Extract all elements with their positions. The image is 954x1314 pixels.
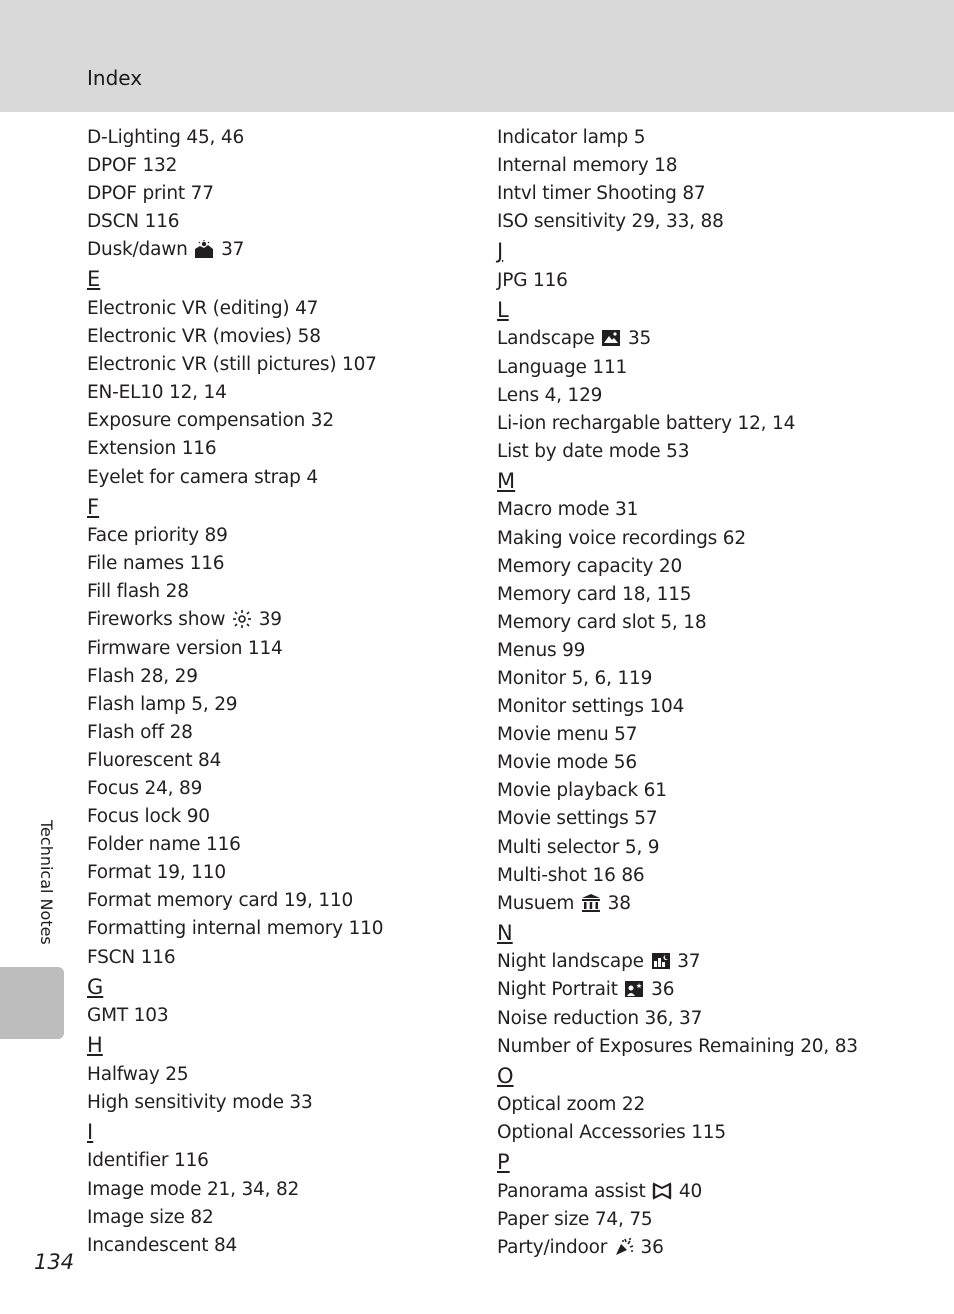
entry-text: High sensitivity mode 33: [87, 1091, 313, 1113]
entry-text: Memory card 18, 115: [497, 583, 692, 605]
index-entry-dusk-dawn: [87, 236, 527, 264]
index-letter-n: N: [497, 920, 513, 945]
entry-text: Image mode 21, 34, 82: [87, 1178, 300, 1200]
index-entry-macro-mode-31: [497, 496, 947, 524]
entry-text: Identifier 116: [87, 1150, 209, 1172]
entry-text: Folder name 116: [87, 834, 241, 856]
index-entry-face-priority-89: [87, 522, 527, 550]
entry-text: Flash 28, 29: [87, 665, 198, 687]
entry-text: Intvl timer Shooting 87: [497, 183, 706, 205]
index-entry-party-indoor: [497, 1234, 947, 1262]
index-entry-firmware-version-114: [87, 635, 527, 663]
index-letter-l: L: [497, 297, 509, 322]
index-entry-movie-playback-61: [497, 777, 947, 805]
entry-text: EN-EL10 12, 14: [87, 382, 227, 404]
entry-text: Noise reduction 36, 37: [497, 1007, 703, 1029]
index-entry-exposure-compensation-32: [87, 407, 527, 435]
index-entry-extension-116: [87, 435, 527, 463]
index-entry-fill-flash-28: [87, 578, 527, 606]
entry-text: Focus lock 90: [87, 806, 210, 828]
index-entry-number-of-exposures-remaining-20-83: [497, 1033, 947, 1061]
entry-text: Fill flash 28: [87, 581, 189, 603]
index-entry-iso-sensitivity-29-33-88: [497, 208, 947, 236]
index-entry-image-size-82: [87, 1204, 527, 1232]
entry-text: Flash lamp 5, 29: [87, 693, 238, 715]
index-entry-folder-name-116: [87, 831, 527, 859]
party-indoor-icon: [614, 1238, 634, 1256]
index-entry-halfway-25: [87, 1061, 527, 1089]
entry-text: Movie mode 56: [497, 752, 637, 774]
index-entry-incandescent-84: [87, 1232, 527, 1260]
index-entry-musuem: [497, 890, 947, 918]
entry-text: Multi selector 5, 9: [497, 836, 660, 858]
index-entry-jpg-116: [497, 267, 947, 295]
index-entry-multi-selector-5-9: [497, 834, 947, 862]
entry-text: Format memory card 19, 110: [87, 890, 354, 912]
index-letter-o: O: [497, 1063, 514, 1088]
index-entry-focus-24-89: [87, 775, 527, 803]
entry-text: Optical zoom 22: [497, 1094, 646, 1116]
index-entry-dpof-132: [87, 152, 527, 180]
page-header: [0, 0, 954, 112]
entry-text: Firmware version 114: [87, 637, 283, 659]
entry-text: Halfway 25: [87, 1063, 189, 1085]
entry-text: Memory card slot 5, 18: [497, 611, 707, 633]
entry-text: List by date mode 53: [497, 440, 690, 462]
entry-text: DSCN 116: [87, 211, 180, 233]
side-section-label: [28, 820, 58, 960]
index-entry-identifier-116: [87, 1147, 527, 1175]
entry-text: Panorama assist: [497, 1180, 646, 1202]
entry-text: DPOF print 77: [87, 183, 214, 205]
index-entry-memory-card-slot-5-18: [497, 609, 947, 637]
entry-text: Exposure compensation 32: [87, 410, 334, 432]
index-entry-memory-card-18-115: [497, 581, 947, 609]
index-entry-electronic-vr-still-pictures-107: [87, 351, 527, 379]
entry-text: Fireworks show: [87, 609, 226, 631]
index-letter-j: J: [497, 239, 504, 264]
index-entry-flash-28-29: [87, 663, 527, 691]
index-column-left: [87, 124, 527, 1260]
entry-page-ref: 38: [607, 892, 631, 914]
index-entry-gmt-103: [87, 1002, 527, 1030]
index-entry-dscn-116: [87, 208, 527, 236]
entry-page-ref: 36: [640, 1237, 664, 1259]
index-column-right: [497, 124, 947, 1262]
museum-icon: [581, 894, 601, 912]
index-letter-i: I: [87, 1119, 94, 1144]
entry-text: GMT 103: [87, 1005, 169, 1027]
page-number: 134: [34, 1250, 75, 1274]
entry-page-ref: 39: [258, 609, 282, 631]
section-tab: [0, 967, 64, 1039]
index-letter-m: M: [497, 468, 516, 493]
entry-page-ref: 36: [651, 979, 675, 1001]
index-entry-d-lighting-45-46: [87, 124, 527, 152]
entry-text: File names 116: [87, 553, 225, 575]
index-entry-movie-settings-57: [497, 805, 947, 833]
entry-text: Language 111: [497, 356, 628, 378]
index-entry-movie-menu-57: [497, 721, 947, 749]
index-entry-image-mode-21-34-82: [87, 1176, 527, 1204]
index-entry-lens-4-129: [497, 382, 947, 410]
entry-text: Night landscape: [497, 951, 644, 973]
entry-text: Party/indoor: [497, 1237, 608, 1259]
index-entry-night-portrait: [497, 976, 947, 1004]
entry-text: Face priority 89: [87, 525, 228, 547]
index-entry-electronic-vr-movies-58: [87, 323, 527, 351]
entry-page-ref: 37: [677, 951, 701, 973]
index-letter-h: H: [87, 1033, 103, 1058]
index-entry-language-111: [497, 354, 947, 382]
entry-text: Monitor settings 104: [497, 696, 685, 718]
entry-text: Electronic VR (movies) 58: [87, 326, 321, 348]
index-entry-li-ion-rechargable-battery-12-14: [497, 410, 947, 438]
index-letter-f: F: [87, 494, 100, 519]
index-entry-list-by-date-mode-53: [497, 438, 947, 466]
entry-text: ISO sensitivity 29, 33, 88: [497, 211, 724, 233]
index-entry-fscn-116: [87, 944, 527, 972]
index-entry-night-landscape: [497, 948, 947, 976]
index-entry-en-el10-12-14: [87, 379, 527, 407]
entry-text: Movie playback 61: [497, 780, 667, 802]
index-entry-paper-size-74-75: [497, 1206, 947, 1234]
entry-text: Format 19, 110: [87, 862, 226, 884]
index-entry-file-names-116: [87, 550, 527, 578]
entry-text: Focus 24, 89: [87, 777, 203, 799]
dusk-dawn-icon: [194, 240, 214, 258]
entry-text: DPOF 132: [87, 155, 178, 177]
entry-text: Extension 116: [87, 438, 217, 460]
entry-text: Multi-shot 16 86: [497, 864, 645, 886]
entry-text: Memory capacity 20: [497, 555, 683, 577]
index-entry-format-memory-card-19-110: [87, 887, 527, 915]
index-entry-optical-zoom-22: [497, 1091, 947, 1119]
entry-text: Internal memory 18: [497, 155, 678, 177]
index-letter-e: E: [87, 267, 101, 292]
index-entry-focus-lock-90: [87, 803, 527, 831]
entry-text: Movie menu 57: [497, 724, 638, 746]
fireworks-icon: [232, 610, 252, 628]
entry-text: Fluorescent 84: [87, 749, 222, 771]
entry-page-ref: 40: [678, 1180, 703, 1202]
index-entry-eyelet-for-camera-strap-4: [87, 464, 527, 492]
entry-text: Menus 99: [497, 639, 586, 661]
entry-page-ref: 37: [221, 239, 245, 261]
entry-text: Making voice recordings 62: [497, 527, 746, 549]
entry-page-ref: 35: [627, 328, 652, 350]
entry-text: Macro mode 31: [497, 499, 639, 521]
entry-text: Musuem: [497, 892, 575, 914]
index-letter-p: P: [497, 1150, 510, 1175]
entry-text: D-Lighting 45, 46: [87, 127, 245, 148]
night-portrait-icon: [624, 980, 644, 998]
panorama-assist-icon: [652, 1182, 672, 1200]
index-entry-internal-memory-18: [497, 152, 947, 180]
entry-text: Image size 82: [87, 1206, 214, 1228]
index-entry-panorama-assist: [497, 1178, 947, 1206]
entry-text: Incandescent 84: [87, 1234, 238, 1256]
index-entry-flash-lamp-5-29: [87, 691, 527, 719]
index-entry-menus-99: [497, 637, 947, 665]
index-entry-formatting-internal-memory-110: [87, 915, 527, 943]
entry-text: Eyelet for camera strap 4: [87, 466, 318, 488]
index-entry-monitor-5-6-119: [497, 665, 947, 693]
entry-text: Lens 4, 129: [497, 384, 603, 406]
entry-text: Flash off 28: [87, 721, 193, 743]
entry-text: Formatting internal memory 110: [87, 918, 384, 940]
entry-text: JPG 116: [497, 269, 568, 291]
index-entry-intvl-timer-shooting-87: [497, 180, 947, 208]
side-label-text: Technical Notes: [37, 820, 56, 945]
index-entry-high-sensitivity-mode-33: [87, 1089, 527, 1117]
index-entry-format-19-110: [87, 859, 527, 887]
entry-text: Monitor 5, 6, 119: [497, 668, 653, 689]
index-entry-making-voice-recordings-62: [497, 525, 947, 553]
index-entry-landscape: [497, 325, 947, 353]
entry-text: Number of Exposures Remaining 20, 83: [497, 1035, 858, 1057]
entry-text: Dusk/dawn: [87, 239, 188, 261]
index-entry-monitor-settings-104: [497, 693, 947, 721]
index-entry-flash-off-28: [87, 719, 527, 747]
index-entry-optional-accessories-115: [497, 1119, 947, 1147]
index-entry-indicator-lamp-5: [497, 124, 947, 152]
entry-text: Electronic VR (still pictures) 107: [87, 354, 377, 376]
entry-text: Paper size 74, 75: [497, 1209, 653, 1230]
entry-text: Night Portrait: [497, 979, 618, 1001]
index-entry-electronic-vr-editing-47: [87, 295, 527, 323]
index-entry-multi-shot-16-86: [497, 862, 947, 890]
entry-text: Optional Accessories 115: [497, 1122, 726, 1144]
entry-text: Indicator lamp 5: [497, 127, 646, 148]
entry-text: Electronic VR (editing) 47: [87, 297, 319, 319]
entry-text: Li-ion rechargable battery 12, 14: [497, 412, 796, 434]
index-entry-dpof-print-77: [87, 180, 527, 208]
index-entry-fireworks-show: [87, 606, 527, 634]
entry-text: FSCN 116: [87, 946, 176, 968]
header-title: Index: [87, 66, 143, 90]
index-entry-movie-mode-56: [497, 749, 947, 777]
night-landscape-icon: [651, 952, 671, 970]
entry-text: Movie settings 57: [497, 808, 658, 830]
index-entry-noise-reduction-36-37: [497, 1005, 947, 1033]
entry-text: Landscape: [497, 328, 595, 350]
index-entry-memory-capacity-20: [497, 553, 947, 581]
landscape-icon: [601, 329, 621, 347]
index-letter-g: G: [87, 974, 104, 999]
index-entry-fluorescent-84: [87, 747, 527, 775]
